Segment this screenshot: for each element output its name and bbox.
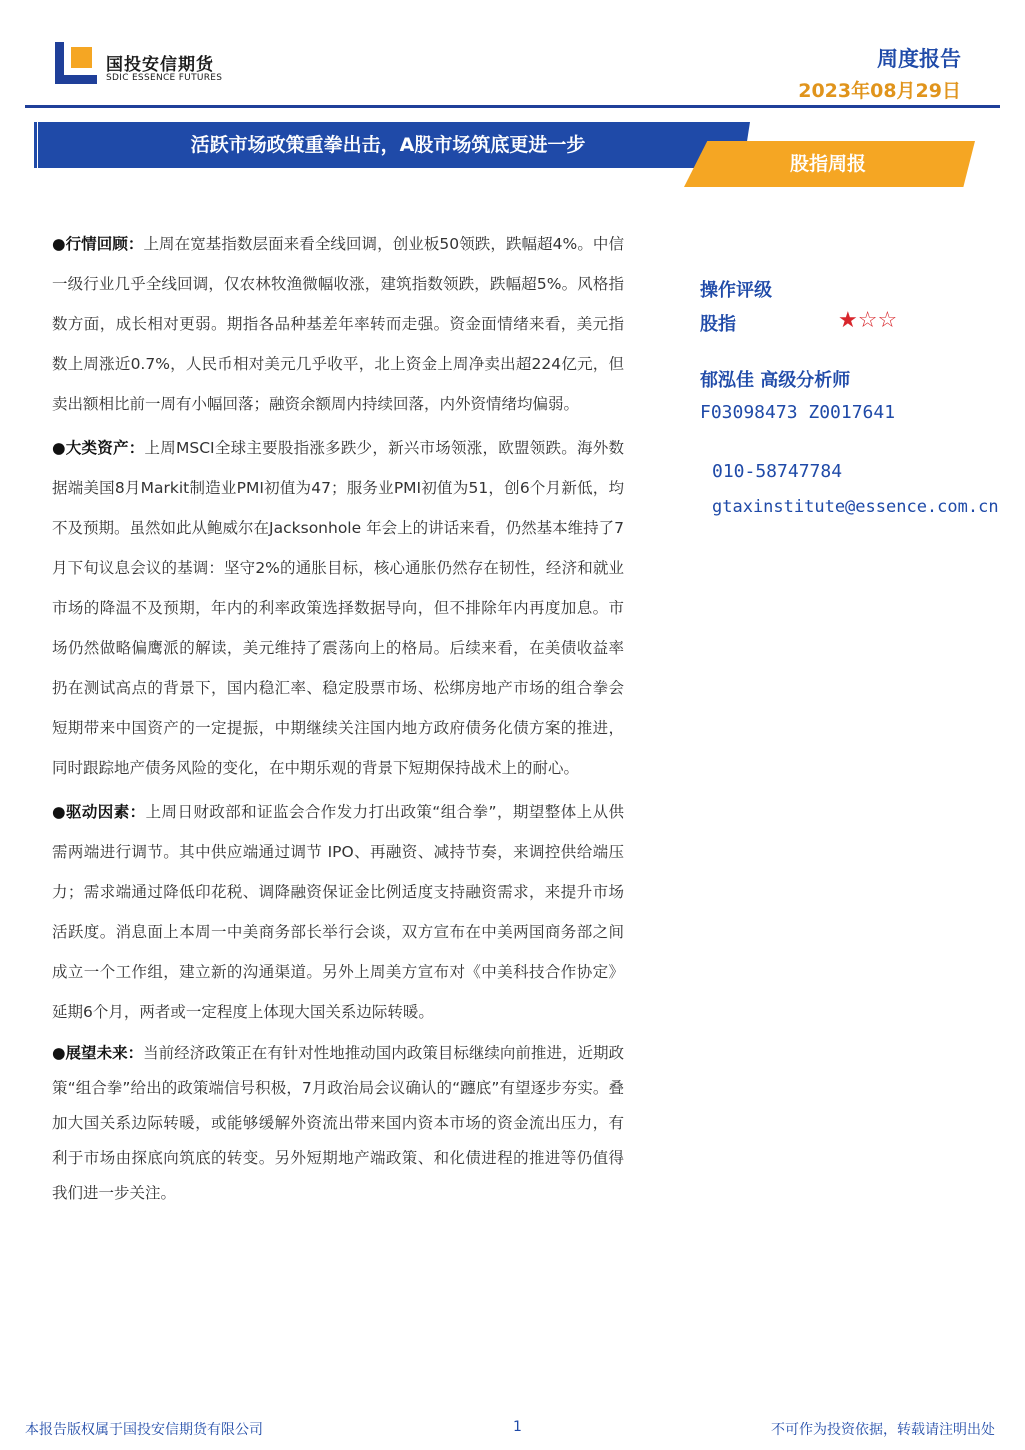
footer-disclaimer: 不可作为投资依据，转载请注明出处	[771, 1422, 995, 1438]
logo-name-cn: 国投安信期货	[106, 55, 214, 75]
logo-name-en: SDIC ESSENCE FUTURES	[106, 73, 223, 83]
section-text: 上周MSCI全球主要股指涨多跌少，新兴市场领涨，欧盟领跌。海外数据端美国8月Markit制造业PMI初值为47；服务业PMI初值为51，创6个月新低，均不及预期。虽然如此从鲍威尔在Jacksonhole 年会上的讲话来看，仍然基本维持了7月下旬议息会议的基调：坚守2%的通胀目标，核心通胀仍然存在韧性，经济和就业市场的降温不及预期，年内的利率政策选择数据导向，但不排除年内再度加息。市场仍然做略偏鹰派的解读，美元维持了震荡向上的格局。后续来看，在美债收益率扔在测试高点的背景下，国内稳汇率、稳定股票市场、松绑房地产市场的组合拳会短期带来中国资产的一定提振，中期继续关注国内地方政府债务化债方案的推进，同时跟踪地产债务风险的变化，在中期乐观的背景下短期保持战术上的耐心。	[52, 439, 625, 777]
analyst-email[interactable]: gtaxinstitute@essence.com.cn	[712, 497, 999, 517]
section-label: ●大类资产：	[52, 439, 145, 457]
section-text: 上周在宽基指数层面来看全线回调，创业板50领跌，跌幅超4%。中信一级行业几乎全线回调，仅农林牧渔微幅收涨，建筑指数领跌，跌幅超5%。风格指数方面，成长相对更弱。期指各品种基差年率转而走强。资金面情绪来看，美元指数上周涨近0.7%，人民币相对美元几乎收平，北上资金上周净卖出超224亿元，但卖出额相比前一周有小幅回落；融资余额周内持续回落，内外资情绪均偏弱。	[52, 235, 624, 413]
section-label: ●展望未来：	[52, 1044, 144, 1062]
section-text: 上周日财政部和证监会合作发力打出政策“组合拳”，期望整体上从供需两端进行调节。其中供应端通过调节 IPO、再融资、减持节奏，来调控供给端压力；需求端通过降低印花税、调降融资保证金比例适度支持融资需求，来提升市场活跃度。消息面上本周一中美商务部长举行会谈，双方宣布在中美两国商务部之间成立一个工作组，建立新的沟通渠道。另外上周美方宣布对《中美科技合作协定》延期6个月，两者或一定程度上体现大国关系边际转暖。	[52, 803, 624, 1021]
section-outlook	[52, 1036, 624, 1211]
rating-label: 股指	[700, 314, 736, 335]
section-text: 当前经济政策正在有针对性地推动国内政策目标继续向前推进，近期政策“组合拳”给出的政策端信号积极，7月政治局会议确认的“躔底”有望逐步夯实。叠加大国关系边际转暖，或能够缓解外资流出带来国内资本市场的资金流出压力，有利于市场由探底向筑底的转变。另外短期地产端政策、和化债进程的推进等仍值得我们进一步关注。	[52, 1044, 624, 1202]
rating-heading: 操作评级	[700, 280, 772, 301]
analyst-cert: F03098473 Z0017641	[700, 402, 896, 423]
report-tag: 股指周报	[789, 153, 866, 175]
footer-copyright: 本报告版权属于国投安信期货有限公司	[25, 1422, 263, 1438]
section-label: ●行情回顾：	[52, 235, 144, 253]
section-label: ●驱动因素：	[52, 803, 146, 821]
section-asset-classes	[52, 428, 624, 788]
banner-accent	[34, 122, 37, 168]
report-date: 2023年08月29日	[798, 80, 961, 102]
rating-stars-icon: ★☆☆	[838, 308, 898, 333]
analyst-phone: 010-58747784	[712, 461, 843, 482]
header-divider	[25, 105, 1000, 108]
report-body	[52, 224, 624, 1215]
report-type: 周度报告	[877, 47, 961, 71]
section-drivers	[52, 792, 624, 1032]
page-number: 1	[513, 1419, 522, 1435]
analyst-name: 郁泓佳 高级分析师	[700, 370, 851, 391]
section-market-review	[52, 224, 624, 424]
report-title: 活跃市场政策重拳出击，A股市场筑底更进一步	[190, 134, 586, 156]
company-logo-icon	[55, 42, 97, 84]
